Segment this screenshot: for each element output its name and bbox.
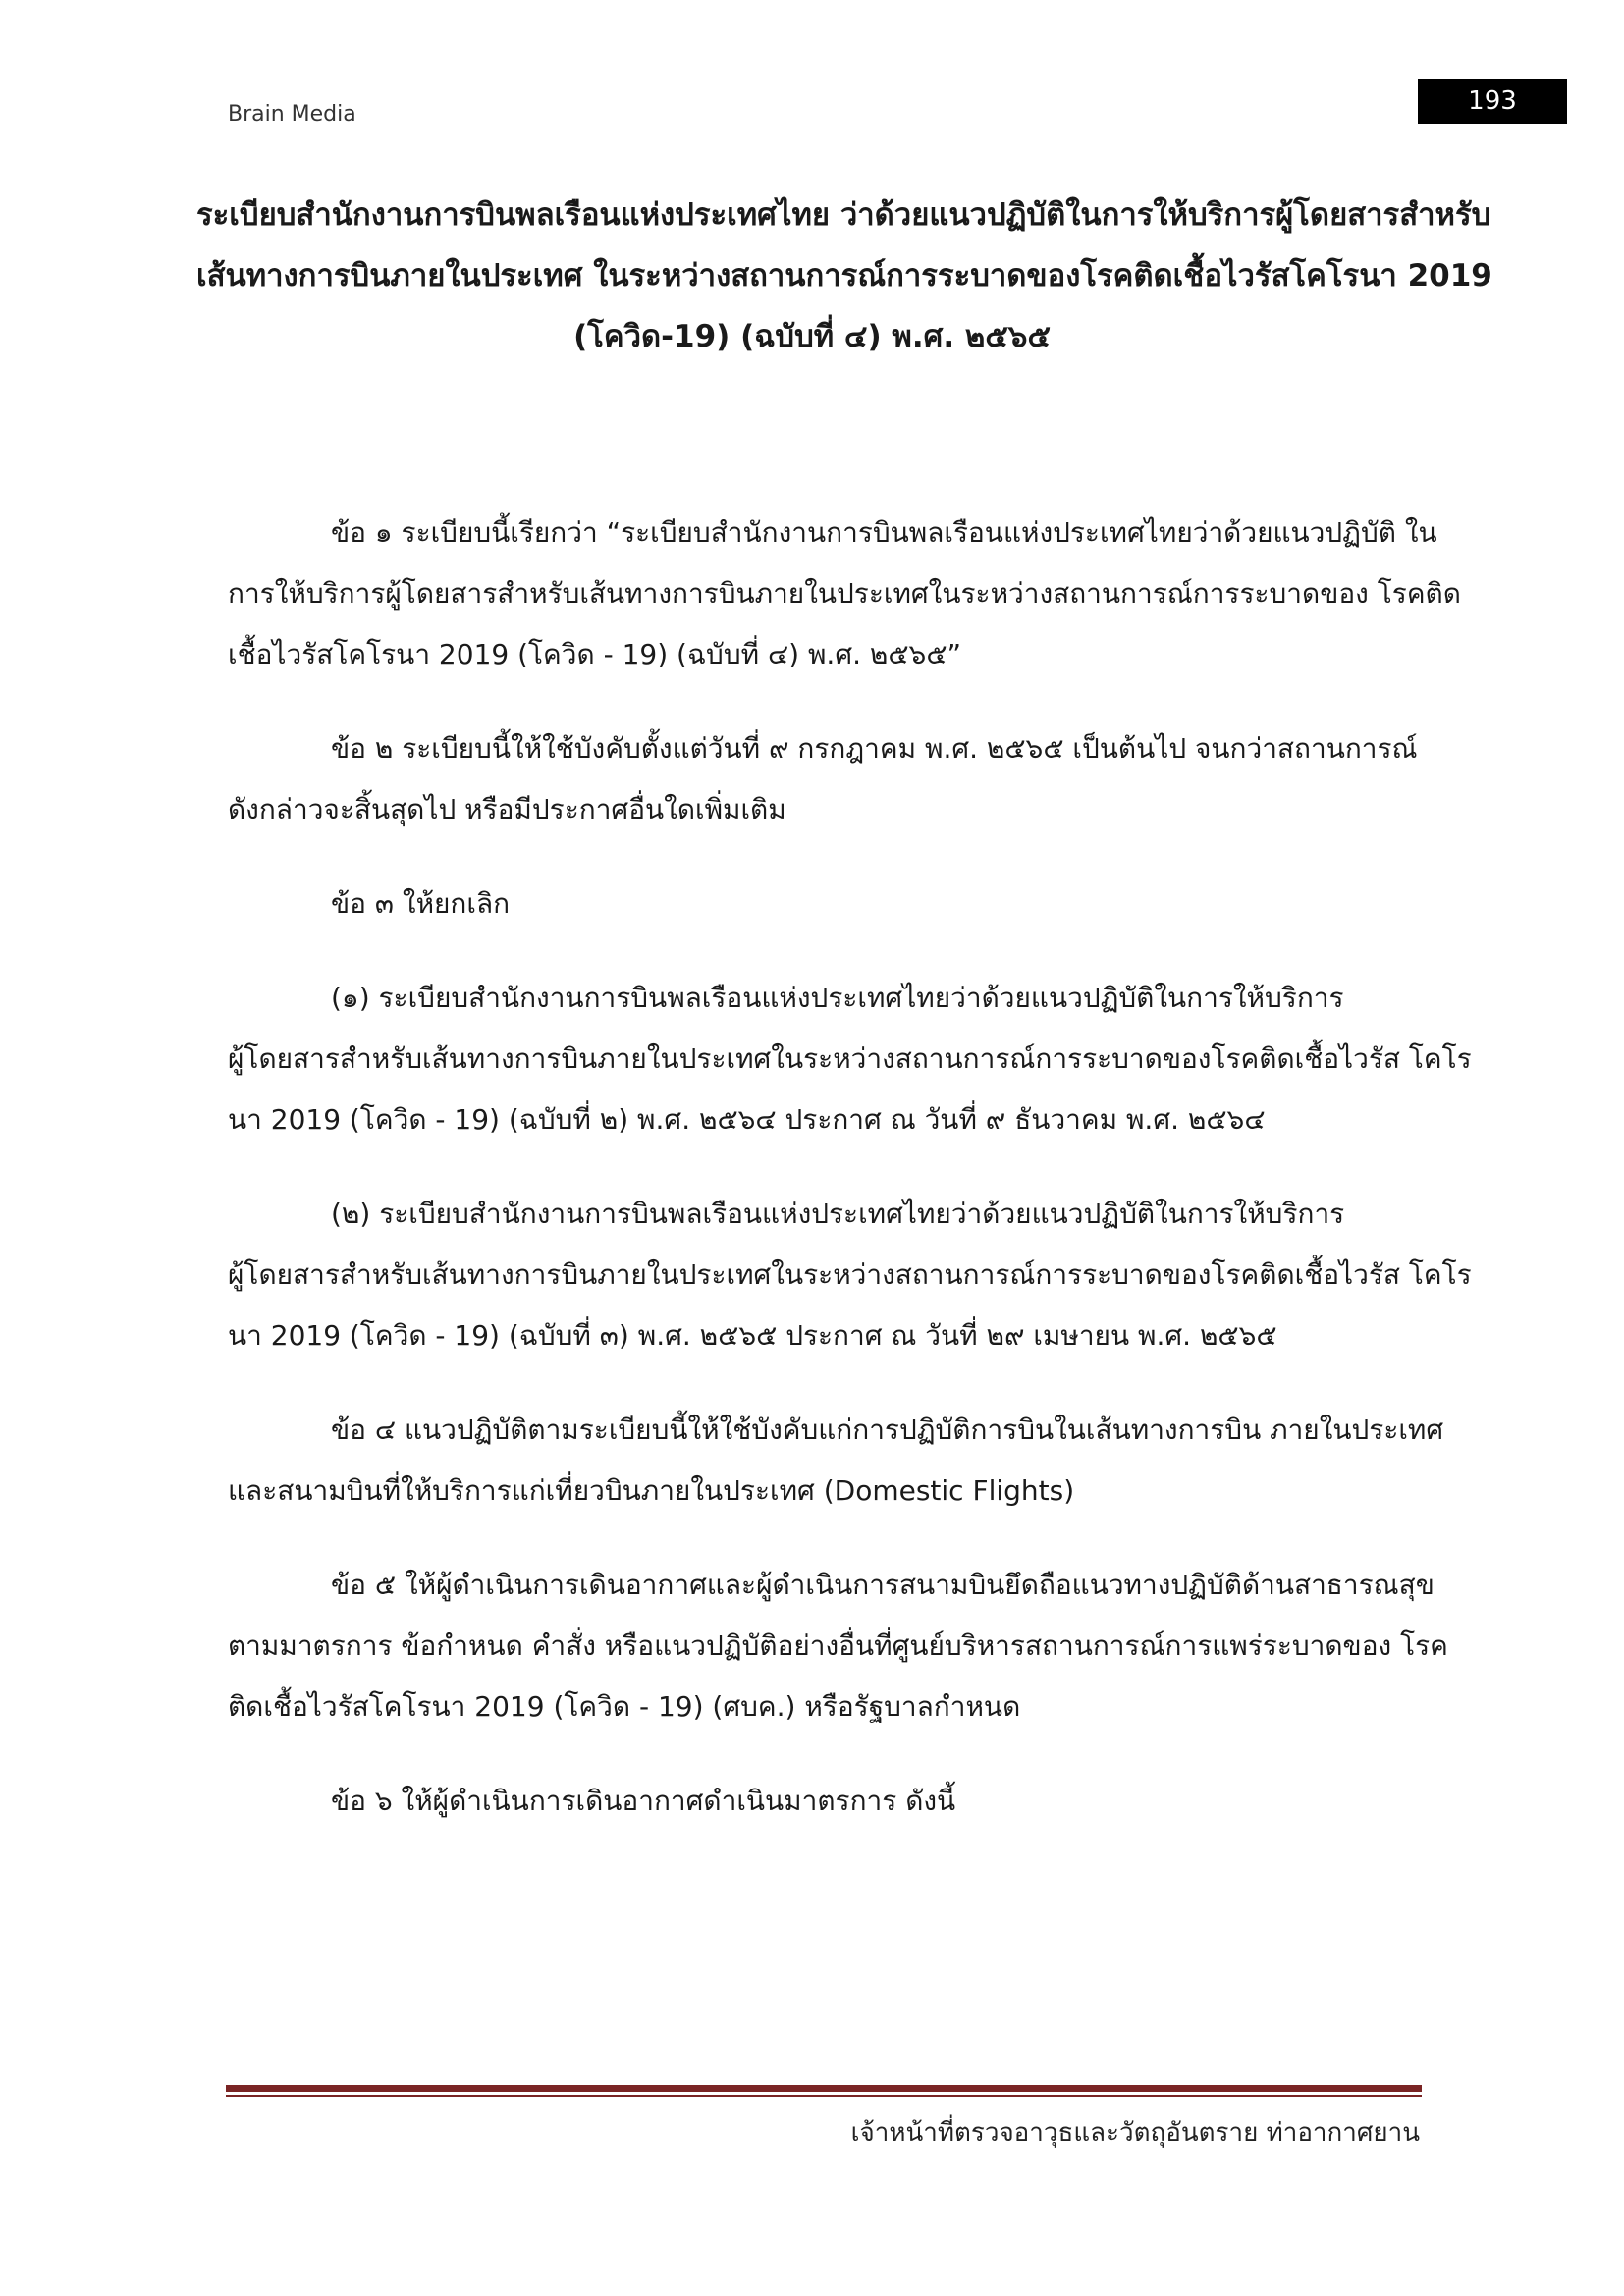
paragraph-line: ผู้โดยสารสำหรับเส้นทางการบินภายในประเทศในระหว่างสถานการณ์การระบาดของโรคติดเชื้อไวรัส โคโร [228,1042,1472,1075]
clause-5 [228,1555,1448,1737]
clause-4 [228,1400,1444,1522]
footer-divider-thick [226,2085,1422,2092]
title-line-2: เส้นทางการบินภายในประเทศ ในระหว่างสถานการณ์การระบาดของโรคติดเชื้อไวรัสโคโรนา 2019 [196,258,1492,294]
document-body [228,503,1472,1865]
paragraph-line: (๑) ระเบียบสำนักงานการบินพลเรือนแห่งประเทศไทยว่าด้วยแนวปฏิบัติในการให้บริการ [331,982,1344,1014]
paragraph-line: ข้อ ๕ ให้ผู้ดำเนินการเดินอากาศและผู้ดำเนินการสนามบินยึดถือแนวทางปฏิบัติด้านสาธารณสุข [331,1569,1435,1601]
clause-3-item-2 [228,1184,1472,1366]
paragraph-line: ข้อ ๑ ระเบียบนี้เรียกว่า “ระเบียบสำนักงานการบินพลเรือนแห่งประเทศไทยว่าด้วยแนวปฏิบัติ ใน [331,516,1437,549]
paragraph-line: ดังกล่าวจะสิ้นสุดไป หรือมีประกาศอื่นใดเพิ่มเติม [228,793,786,826]
paragraph-line: ผู้โดยสารสำหรับเส้นทางการบินภายในประเทศในระหว่างสถานการณ์การระบาดของโรคติดเชื้อไวรัส โคโร [228,1258,1472,1291]
footer-text: เจ้าหน้าที่ตรวจอาวุธและวัตถุอันตราย ท่าอากาศยาน [850,2118,1420,2148]
paragraph-line: ข้อ ๖ ให้ผู้ดำเนินการเดินอากาศดำเนินมาตรการ ดังนี้ [331,1785,956,1817]
paragraph-line: นา 2019 (โควิด - 19) (ฉบับที่ ๓) พ.ศ. ๒๕๖๕ ประกาศ ณ วันที่ ๒๙ เมษายน พ.ศ. ๒๕๖๕ [228,1319,1277,1352]
paragraph-line: ตามมาตรการ ข้อกำหนด คำสั่ง หรือแนวปฏิบัติอย่างอื่นที่ศูนย์บริหารสถานการณ์การแพร่ระบาดของ โรค [228,1629,1448,1662]
clause-1 [228,503,1461,685]
paragraph-line: ข้อ ๓ ให้ยกเลิก [331,887,511,920]
paragraph-line: และสนามบินที่ให้บริการแก่เที่ยวบินภายในประเทศ (Domestic Flights) [228,1474,1075,1507]
title-line-1: ระเบียบสำนักงานการบินพลเรือนแห่งประเทศไทย ว่าด้วยแนวปฏิบัติในการให้บริการผู้โดยสารสำหรับ [196,197,1491,233]
paragraph-line: ติดเชื้อไวรัสโคโรนา 2019 (โควิด - 19) (ศบค.) หรือรัฐบาลกำหนด [228,1690,1021,1723]
title-line-3: (โควิด-19) (ฉบับที่ ๔) พ.ศ. ๒๕๖๕ [573,319,1051,354]
header-brand: Brain Media [228,102,356,127]
paragraph-line: การให้บริการผู้โดยสารสำหรับเส้นทางการบินภายในประเทศในระหว่างสถานการณ์การระบาดของ โรคติด [228,577,1461,610]
clause-2 [228,719,1420,840]
clause-3 [228,874,1420,934]
footer-divider-thin [226,2095,1422,2097]
paragraph-line: ข้อ ๔ แนวปฏิบัติตามระเบียบนี้ให้ใช้บังคับแก่การปฏิบัติการบินในเส้นทางการบิน ภายในประเทศ [331,1414,1444,1446]
document-title [196,185,1492,367]
footer-divider [226,2085,1422,2097]
paragraph-line: นา 2019 (โควิด - 19) (ฉบับที่ ๒) พ.ศ. ๒๕๖๔ ประกาศ ณ วันที่ ๙ ธันวาคม พ.ศ. ๒๕๖๔ [228,1103,1266,1136]
paragraph-line: ข้อ ๒ ระเบียบนี้ให้ใช้บังคับตั้งแต่วันที่ ๙ กรกฎาคม พ.ศ. ๒๕๖๕ เป็นต้นไป จนกว่าสถานการณ์ [331,732,1418,765]
clause-3-item-1 [228,968,1472,1150]
page-number-badge: 193 [1418,79,1567,124]
paragraph-line: เชื้อไวรัสโคโรนา 2019 (โควิด - 19) (ฉบับที่ ๔) พ.ศ. ๒๕๖๕” [228,638,962,670]
clause-6 [228,1771,1420,1832]
paragraph-line: (๒) ระเบียบสำนักงานการบินพลเรือนแห่งประเทศไทยว่าด้วยแนวปฏิบัติในการให้บริการ [331,1198,1345,1230]
